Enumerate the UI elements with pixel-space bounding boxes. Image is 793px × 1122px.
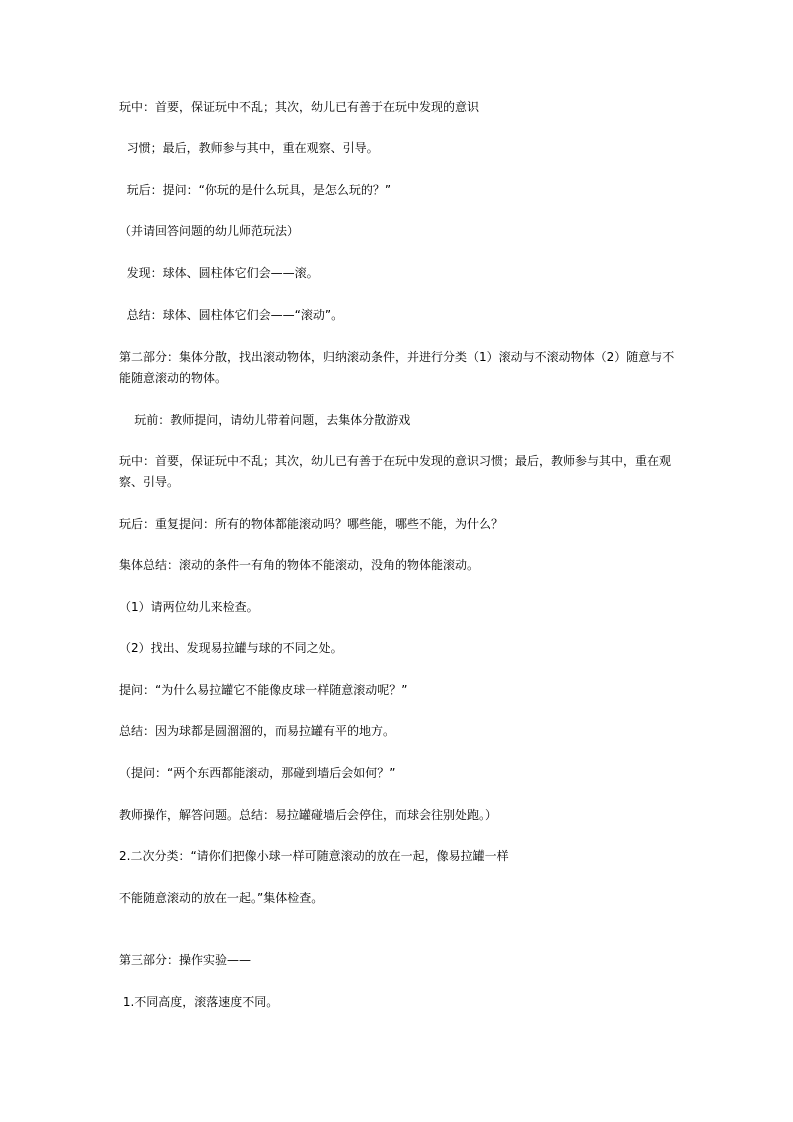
paragraph-play-during-1-cont: 习惯；最后，教师参与其中，重在观察、引导。 — [119, 141, 379, 155]
paragraph-play-during-2: 玩中：首要，保证玩中不乱；其次，幼儿已有善于在玩中发现的意识习惯；最后，教师参与其中，重在观察、引导。 — [119, 454, 672, 489]
paragraph-question-2: （提问：“两个东西都能滚动，那碰到墙后会如何？” — [119, 766, 396, 780]
paragraph-experiment-1: 1.不同高度，滚落速度不同。 — [119, 995, 279, 1009]
paragraph-demo-note: （并请回答问题的幼儿师范玩法） — [119, 224, 300, 238]
paragraph-summary-2: 总结：因为球都是圆溜溜的，而易拉罐有平的地方。 — [119, 724, 396, 738]
paragraph-step-1: （1）请两位幼儿来检查。 — [119, 600, 259, 614]
paragraph-group-summary: 集体总结：滚动的条件一有角的物体不能滚动，没角的物体能滚动。 — [119, 558, 480, 572]
paragraph-part-three: 第三部分：操作实验—— — [119, 953, 252, 967]
paragraph-part-two: 第二部分：集体分散，找出滚动物体，归纳滚动条件，并进行分类（1）滚动与不滚动物体（2）随意与不能随意滚动的物体。 — [119, 350, 675, 385]
paragraph-play-during-1: 玩中：首要，保证玩中不乱；其次，幼儿已有善于在玩中发现的意识 — [119, 100, 480, 114]
paragraph-second-classification-cont: 不能随意滚动的放在一起。”集体检查。 — [119, 891, 324, 905]
paragraph-discovery: 发现：球体、圆柱体它们会——滚。 — [119, 266, 319, 280]
paragraph-second-classification: 2.二次分类：“请你们把像小球一样可随意滚动的放在一起，像易拉罐一样 — [119, 849, 509, 863]
paragraph-question-1: 提问：“为什么易拉罐它不能像皮球一样随意滚动呢？” — [119, 683, 408, 697]
paragraph-teacher-operation: 教师操作，解答问题。总结：易拉罐碰墙后会停住，而球会往别处跑。） — [119, 808, 498, 822]
paragraph-play-after-2: 玩后：重复提问：所有的物体都能滚动吗？哪些能，哪些不能，为什么？ — [119, 517, 504, 531]
paragraph-step-2: （2）找出、发现易拉罐与球的不同之处。 — [119, 641, 343, 655]
paragraph-play-after-1: 玩后：提问：“你玩的是什么玩具，是怎么玩的？” — [119, 183, 392, 197]
paragraph-play-before: 玩前：教师提问，请幼儿带着问题，去集体分散游戏 — [119, 413, 411, 427]
paragraph-summary-1: 总结：球体、圆柱体它们会——“滚动”。 — [119, 308, 344, 322]
